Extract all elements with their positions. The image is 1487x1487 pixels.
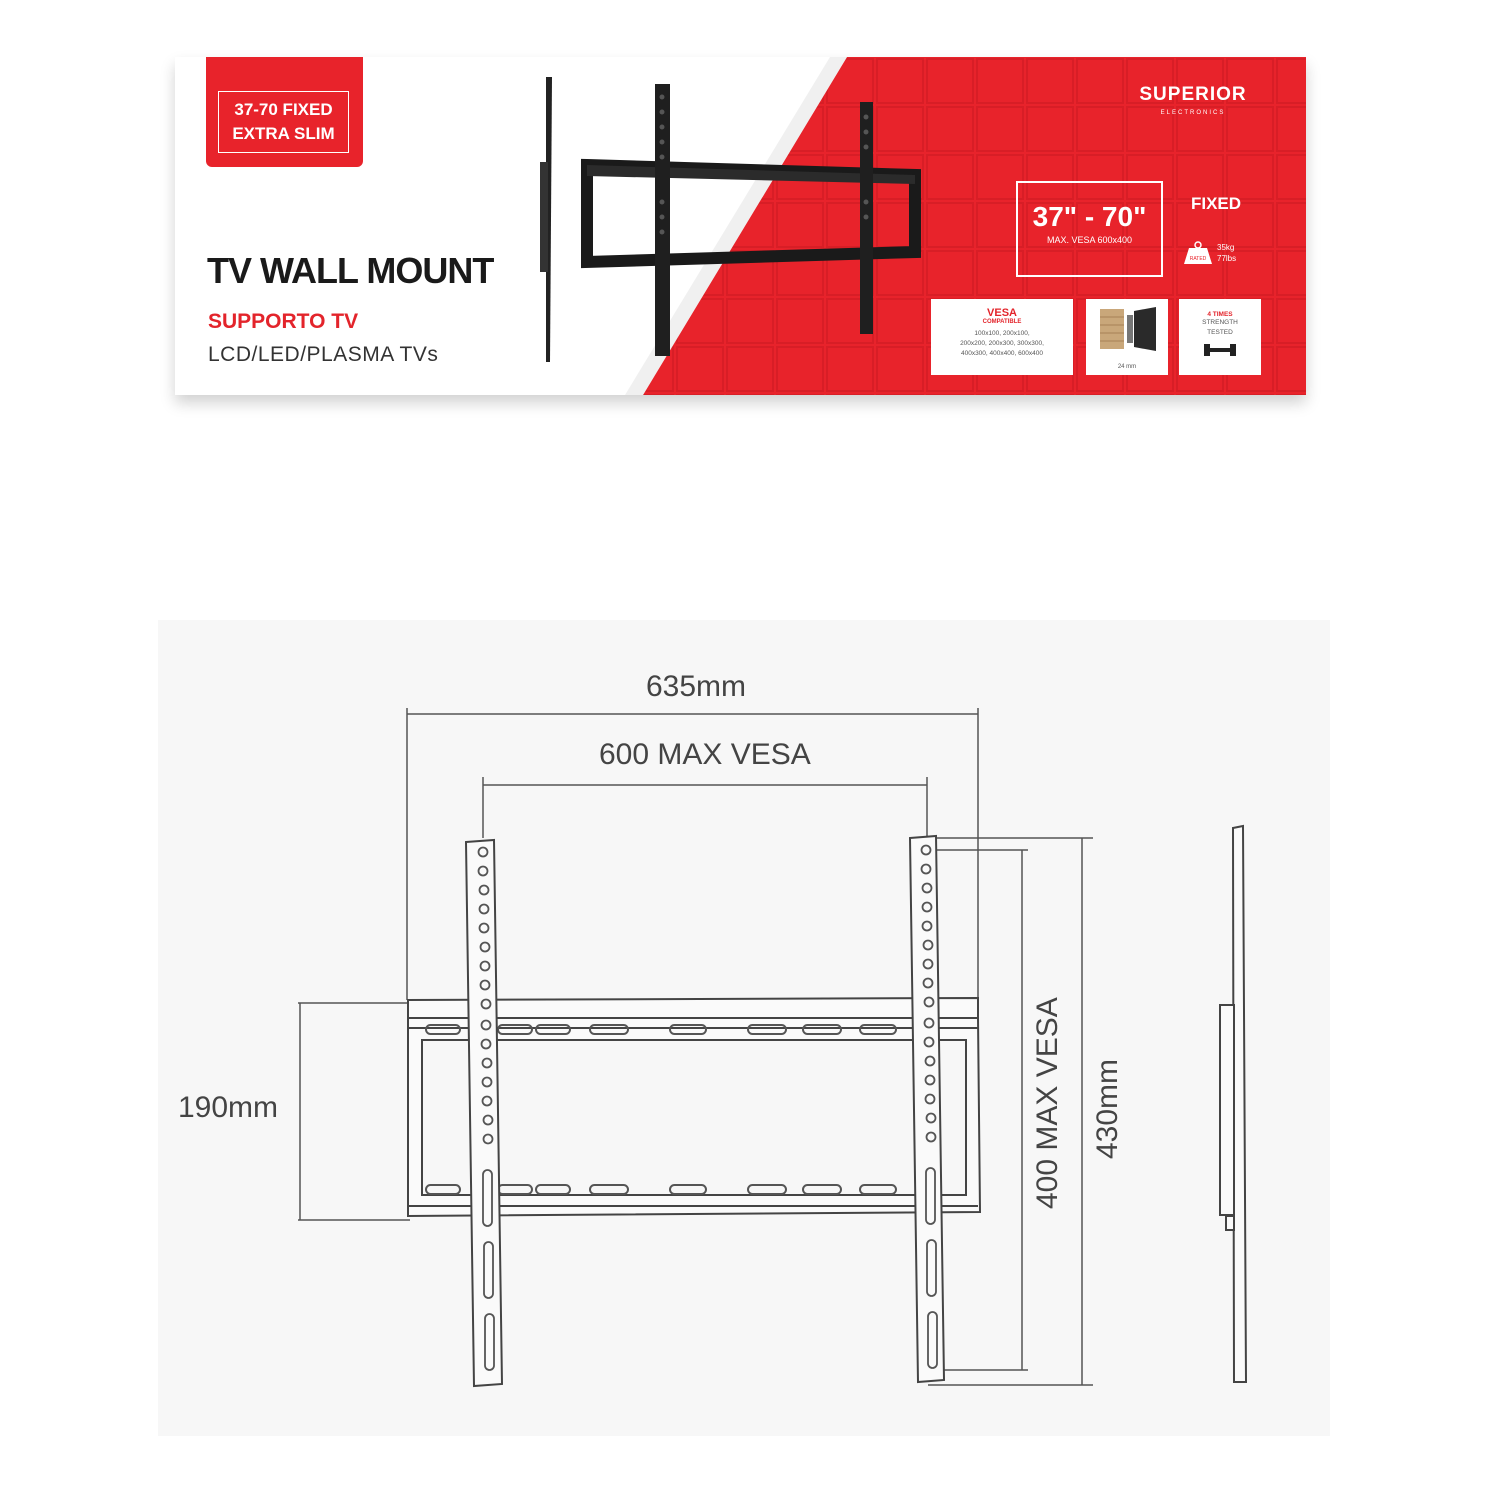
strength-line-1: 4 TIMES: [1207, 311, 1233, 318]
vesa-width-label: 600 MAX VESA: [599, 738, 811, 771]
rail-height-label: 190mm: [178, 1091, 279, 1124]
vesa-card-title: VESA: [987, 307, 1017, 319]
wall-distance-card: [1086, 299, 1168, 375]
size-range-box: [1016, 181, 1163, 277]
mount-product-image: [530, 72, 930, 372]
package-banner: [175, 57, 1306, 395]
brand-sub: ELECTRONICS: [1160, 110, 1226, 116]
max-vesa-label: MAX. VESA 600x400: [1046, 235, 1133, 245]
overall-width-label: 635mm: [646, 670, 747, 703]
weight-lbs: 77lbs: [1217, 254, 1237, 263]
weight-rating: [1183, 237, 1253, 269]
mount-type-label: FIXED: [1190, 194, 1242, 213]
weight-kg: 35kg: [1217, 243, 1235, 252]
tag-line-2: EXTRA SLIM: [232, 124, 335, 143]
strength-line-2: STRENGTH: [1202, 319, 1238, 326]
vesa-card-subtitle: COMPATIBLE: [982, 319, 1022, 325]
vesa-height-label: 400 MAX VESA: [1031, 997, 1064, 1209]
tag-line-1: 37-70 FIXED: [234, 100, 333, 119]
strength-card: [1179, 299, 1261, 375]
brand-name: SUPERIOR: [1139, 84, 1247, 105]
technical-drawing: [158, 620, 1330, 1436]
rated-label: RATED: [1189, 256, 1207, 262]
product-subtitle: SUPPORTO TV: [208, 310, 359, 333]
product-title: TV WALL MOUNT: [207, 250, 494, 291]
strength-line-3: TESTED: [1207, 329, 1233, 336]
size-range: 37" - 70": [1032, 201, 1147, 232]
wall-distance-label: 24 mm: [1117, 364, 1137, 370]
weight-icon: [1183, 241, 1213, 265]
dumbbell-icon: [1200, 342, 1240, 358]
wall-distance-icon: [1086, 299, 1168, 359]
overall-height-label: 430mm: [1091, 1058, 1124, 1160]
vesa-card-line: 200x200, 200x300, 300x300,: [960, 340, 1044, 347]
brand-logo: [1123, 84, 1263, 116]
vesa-card: [931, 299, 1073, 375]
vesa-card-line: 400x300, 400x400, 600x400: [960, 350, 1044, 357]
size-tag: [206, 57, 363, 167]
vesa-card-line: 100x100, 200x100,: [974, 330, 1030, 337]
compatibility-text: LCD/LED/PLASMA TVs: [208, 343, 439, 366]
